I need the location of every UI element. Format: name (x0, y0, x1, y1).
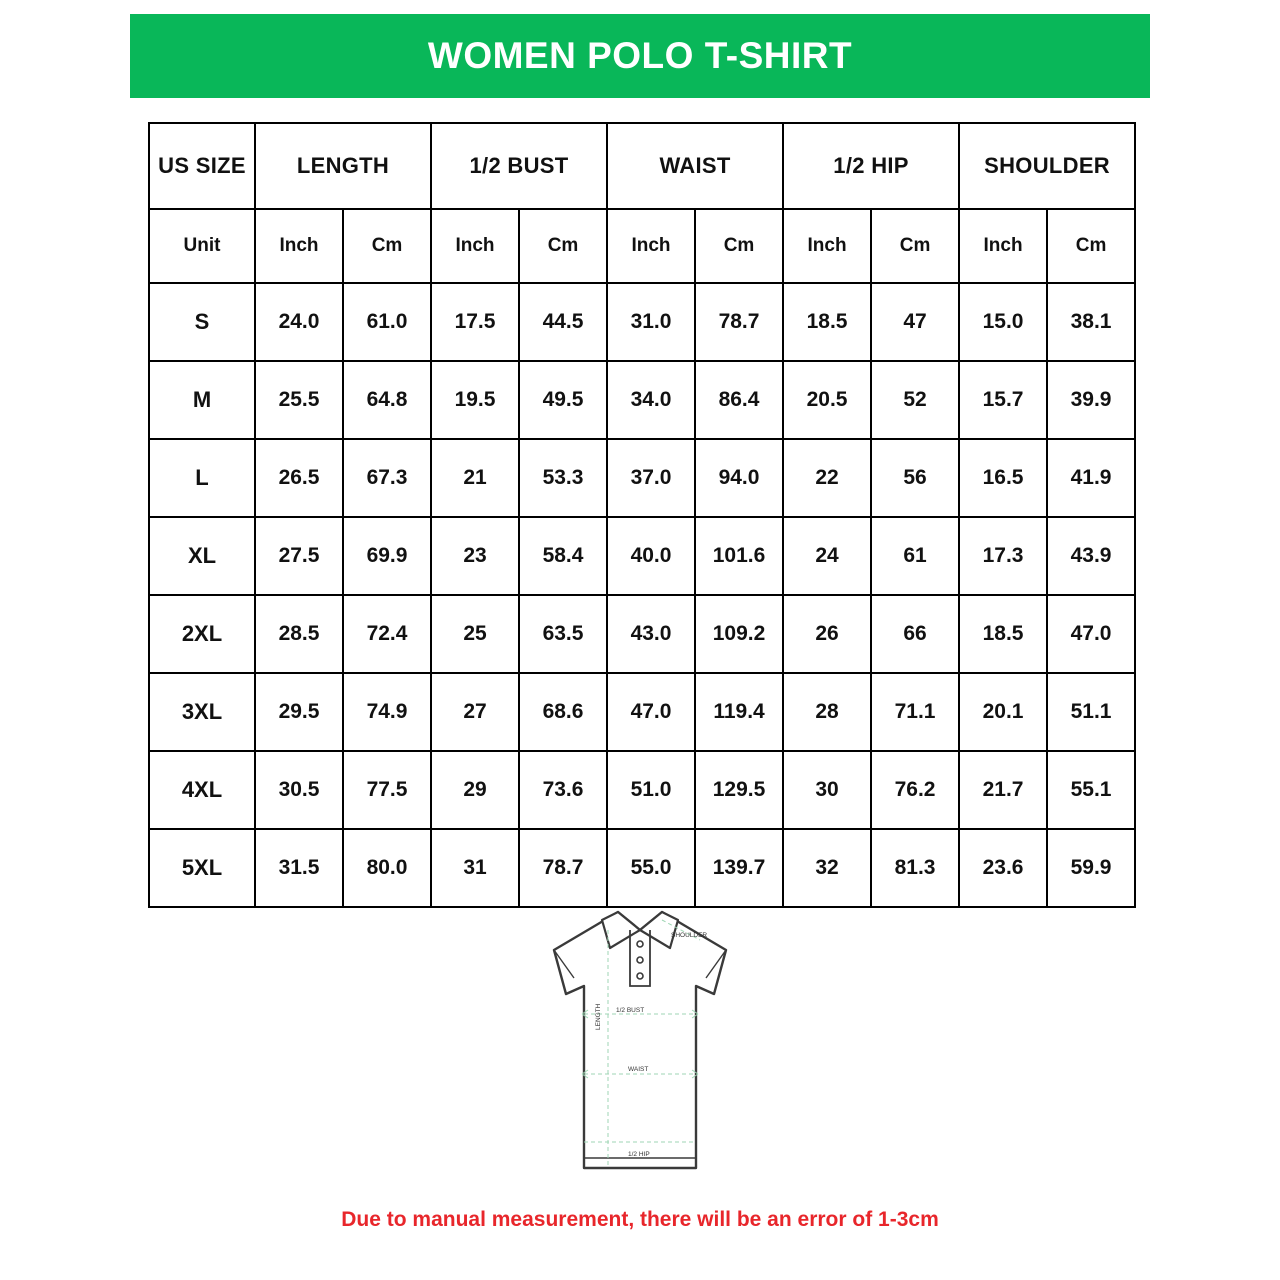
cell-bust-inch: 21 (431, 439, 519, 517)
cell-shoulder-cm: 47.0 (1047, 595, 1135, 673)
cell-length-inch: 25.5 (255, 361, 343, 439)
polo-shirt-illustration (0, 890, 1280, 1200)
row-size: XL (149, 517, 255, 595)
cell-bust-inch: 23 (431, 517, 519, 595)
unit-shoulder-cm: Cm (1047, 209, 1135, 283)
cell-bust-inch: 19.5 (431, 361, 519, 439)
cell-shoulder-inch: 15.7 (959, 361, 1047, 439)
cell-waist-cm: 94.0 (695, 439, 783, 517)
measurement-note: Due to manual measurement, there will be an error of 1-3cm (341, 1208, 939, 1231)
cell-bust-inch: 29 (431, 751, 519, 829)
cell-hip-inch: 20.5 (783, 361, 871, 439)
cell-waist-inch: 55.0 (607, 829, 695, 907)
unit-label: Unit (149, 209, 255, 283)
table-unit-row (149, 209, 1135, 283)
cell-shoulder-cm: 43.9 (1047, 517, 1135, 595)
row-size: 4XL (149, 751, 255, 829)
cell-shoulder-inch: 16.5 (959, 439, 1047, 517)
unit-waist-cm: Cm (695, 209, 783, 283)
cell-waist-inch: 47.0 (607, 673, 695, 751)
cell-length-cm: 69.9 (343, 517, 431, 595)
size-table-container (148, 122, 1132, 908)
cell-shoulder-inch: 20.1 (959, 673, 1047, 751)
label-waist: WAIST (628, 1066, 649, 1073)
cell-bust-cm: 63.5 (519, 595, 607, 673)
cell-waist-cm: 78.7 (695, 283, 783, 361)
cell-hip-inch: 28 (783, 673, 871, 751)
cell-length-cm: 72.4 (343, 595, 431, 673)
table-row (149, 439, 1135, 517)
unit-hip-inch: Inch (783, 209, 871, 283)
cell-waist-cm: 119.4 (695, 673, 783, 751)
row-size: 3XL (149, 673, 255, 751)
cell-shoulder-inch: 17.3 (959, 517, 1047, 595)
cell-length-cm: 64.8 (343, 361, 431, 439)
cell-hip-cm: 76.2 (871, 751, 959, 829)
cell-waist-inch: 51.0 (607, 751, 695, 829)
header-banner (130, 14, 1150, 98)
table-row (149, 361, 1135, 439)
table-row (149, 283, 1135, 361)
cell-shoulder-cm: 38.1 (1047, 283, 1135, 361)
cell-waist-inch: 37.0 (607, 439, 695, 517)
cell-length-cm: 67.3 (343, 439, 431, 517)
cell-hip-cm: 81.3 (871, 829, 959, 907)
page-title: WOMEN POLO T-SHIRT (427, 35, 853, 76)
cell-length-cm: 77.5 (343, 751, 431, 829)
cell-hip-cm: 56 (871, 439, 959, 517)
cell-bust-cm: 44.5 (519, 283, 607, 361)
cell-bust-cm: 49.5 (519, 361, 607, 439)
unit-length-inch: Inch (255, 209, 343, 283)
cell-bust-inch: 25 (431, 595, 519, 673)
polo-shirt-icon (490, 890, 790, 1190)
cell-length-inch: 29.5 (255, 673, 343, 751)
cell-waist-cm: 129.5 (695, 751, 783, 829)
cell-bust-cm: 53.3 (519, 439, 607, 517)
row-size: M (149, 361, 255, 439)
cell-hip-cm: 71.1 (871, 673, 959, 751)
cell-length-inch: 27.5 (255, 517, 343, 595)
group-header-waist: WAIST (607, 123, 783, 209)
cell-length-inch: 31.5 (255, 829, 343, 907)
cell-hip-inch: 24 (783, 517, 871, 595)
cell-waist-cm: 139.7 (695, 829, 783, 907)
row-size: 2XL (149, 595, 255, 673)
cell-length-inch: 26.5 (255, 439, 343, 517)
cell-hip-inch: 30 (783, 751, 871, 829)
cell-length-cm: 61.0 (343, 283, 431, 361)
cell-shoulder-cm: 55.1 (1047, 751, 1135, 829)
unit-hip-cm: Cm (871, 209, 959, 283)
row-size: 5XL (149, 829, 255, 907)
cell-bust-cm: 73.6 (519, 751, 607, 829)
cell-hip-inch: 18.5 (783, 283, 871, 361)
label-half-hip: 1/2 HIP (628, 1151, 650, 1158)
cell-hip-cm: 66 (871, 595, 959, 673)
cell-hip-cm: 47 (871, 283, 959, 361)
cell-hip-inch: 22 (783, 439, 871, 517)
cell-waist-inch: 31.0 (607, 283, 695, 361)
unit-waist-inch: Inch (607, 209, 695, 283)
table-row (149, 517, 1135, 595)
cell-waist-inch: 43.0 (607, 595, 695, 673)
unit-bust-cm: Cm (519, 209, 607, 283)
label-shoulder: SHOULDER (671, 932, 708, 939)
cell-length-cm: 74.9 (343, 673, 431, 751)
cell-hip-cm: 61 (871, 517, 959, 595)
cell-length-cm: 80.0 (343, 829, 431, 907)
cell-hip-inch: 32 (783, 829, 871, 907)
cell-hip-cm: 52 (871, 361, 959, 439)
cell-waist-inch: 40.0 (607, 517, 695, 595)
unit-length-cm: Cm (343, 209, 431, 283)
table-row (149, 673, 1135, 751)
cell-hip-inch: 26 (783, 595, 871, 673)
cell-length-inch: 30.5 (255, 751, 343, 829)
group-header-length: LENGTH (255, 123, 431, 209)
unit-shoulder-inch: Inch (959, 209, 1047, 283)
cell-shoulder-inch: 15.0 (959, 283, 1047, 361)
row-size: L (149, 439, 255, 517)
cell-shoulder-cm: 59.9 (1047, 829, 1135, 907)
group-header-half-hip: 1/2 HIP (783, 123, 959, 209)
cell-shoulder-cm: 51.1 (1047, 673, 1135, 751)
cell-bust-cm: 78.7 (519, 829, 607, 907)
cell-waist-cm: 101.6 (695, 517, 783, 595)
group-header-shoulder: SHOULDER (959, 123, 1135, 209)
label-length: LENGTH (595, 1003, 602, 1030)
unit-bust-inch: Inch (431, 209, 519, 283)
cell-shoulder-cm: 41.9 (1047, 439, 1135, 517)
table-row (149, 751, 1135, 829)
group-header-half-bust: 1/2 BUST (431, 123, 607, 209)
cell-length-inch: 24.0 (255, 283, 343, 361)
cell-bust-inch: 17.5 (431, 283, 519, 361)
cell-waist-inch: 34.0 (607, 361, 695, 439)
cell-bust-inch: 27 (431, 673, 519, 751)
cell-shoulder-inch: 23.6 (959, 829, 1047, 907)
size-table (148, 122, 1136, 908)
table-row (149, 595, 1135, 673)
group-header-us-size: US SIZE (149, 123, 255, 209)
cell-waist-cm: 86.4 (695, 361, 783, 439)
cell-length-inch: 28.5 (255, 595, 343, 673)
cell-bust-cm: 58.4 (519, 517, 607, 595)
cell-bust-inch: 31 (431, 829, 519, 907)
label-half-bust: 1/2 BUST (616, 1007, 645, 1014)
table-group-header-row (149, 123, 1135, 209)
row-size: S (149, 283, 255, 361)
cell-shoulder-inch: 21.7 (959, 751, 1047, 829)
cell-waist-cm: 109.2 (695, 595, 783, 673)
cell-shoulder-cm: 39.9 (1047, 361, 1135, 439)
cell-shoulder-inch: 18.5 (959, 595, 1047, 673)
cell-bust-cm: 68.6 (519, 673, 607, 751)
